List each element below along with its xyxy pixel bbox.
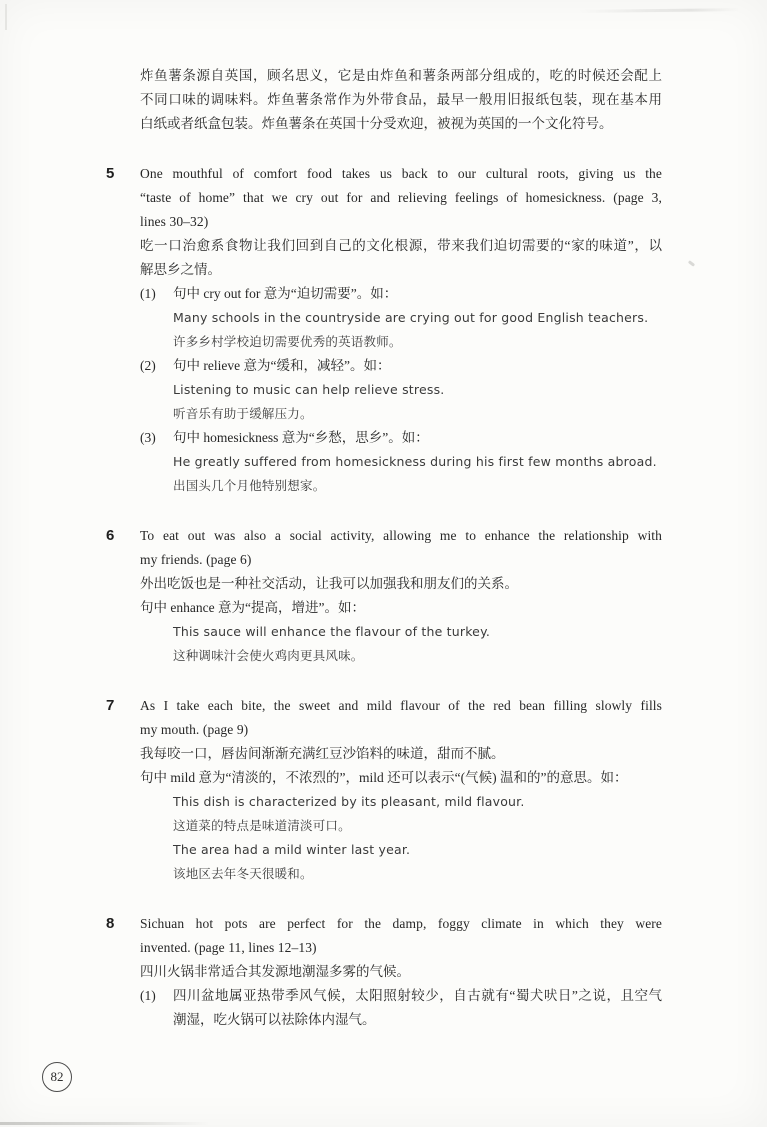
subitem-body <box>173 984 662 1032</box>
subitem-3 <box>140 426 662 498</box>
example-chinese: 许多乡村学校迫切需要优秀的英语教师。 <box>173 334 402 349</box>
item-body <box>140 162 662 498</box>
example-chinese: 出国头几个月他特别想家。 <box>173 478 326 493</box>
example-chinese: 这道菜的特点是味道清淡可口。 <box>173 818 351 833</box>
example-chinese: 该地区去年冬天很暖和。 <box>173 866 313 881</box>
subitem-1 <box>140 282 662 354</box>
chinese-line: 四川火锅非常适合其发源地潮湿多雾的气候。 <box>140 964 410 979</box>
chinese-line: 外出吃饭也是一种社交活动，让我可以加强我和朋友们的关系。 <box>140 576 518 591</box>
item-number-column <box>106 694 140 886</box>
subitem-note: 句中 homesickness 意为“乡愁，思乡”。如： <box>173 430 429 445</box>
subitem-body <box>173 426 662 498</box>
page-number: 82 <box>50 1069 64 1084</box>
intro-paragraph <box>140 64 662 136</box>
item-note: 句中 enhance 意为“提高，增进”。如： <box>140 600 365 615</box>
item-number-column <box>106 162 140 498</box>
subitem-body <box>173 354 662 426</box>
subitem-label: (1) <box>140 286 156 301</box>
item-number: 6 <box>106 527 115 544</box>
item-number: 7 <box>106 697 115 714</box>
example-english: Listening to music can help relieve stress. <box>173 382 445 397</box>
example-english: Many schools in the countryside are crying out for good English teachers. <box>173 310 649 325</box>
subitem-1 <box>140 984 662 1032</box>
english-line: my mouth. (page 9) <box>140 722 249 737</box>
scan-artifact <box>5 4 7 30</box>
example-chinese: 这种调味汁会使火鸡肉更具风味。 <box>173 648 364 663</box>
subitem-2 <box>140 354 662 426</box>
item-7 <box>106 694 662 886</box>
english-line: One mouthful of comfort food takes us back to our cultural roots, giving us the <box>140 166 662 181</box>
example-english: He greatly suffered from homesickness during his first few months abroad. <box>173 454 657 469</box>
example-english: This sauce will enhance the flavour of the turkey. <box>173 624 491 639</box>
example-chinese: 听音乐有助于缓解压力。 <box>173 406 313 421</box>
item-number-column <box>106 524 140 668</box>
subitem-label: (3) <box>140 430 156 445</box>
english-line: my friends. (page 6) <box>140 552 252 567</box>
english-line: Sichuan hot pots are perfect for the damp, foggy climate in which they were <box>140 916 662 931</box>
subitem-note: 句中 relieve 意为“缓和，减轻”。如： <box>173 358 391 373</box>
intro-line: 炸鱼薯条源自英国，顾名思义，它是由炸鱼和薯条两部分组成的，吃的时候还会配上 <box>140 68 662 83</box>
item-5 <box>106 162 662 498</box>
chinese-line: 我每咬一口，唇齿间渐渐充满红豆沙馅料的味道，甜而不腻。 <box>140 746 505 761</box>
item-8 <box>106 912 662 1032</box>
english-line: As I take each bite, the sweet and mild flavour of the red bean filling slowly fills <box>140 698 662 713</box>
page-number-badge <box>42 1062 72 1092</box>
item-number-column <box>106 912 140 1032</box>
subitem-note: 句中 cry out for 意为“迫切需要”。如： <box>173 286 398 301</box>
subitem-line: 潮湿，吃火锅可以祛除体内湿气。 <box>173 1012 376 1027</box>
chinese-line: 解思乡之情。 <box>140 262 221 277</box>
item-6 <box>106 524 662 668</box>
scan-artifact <box>0 1122 210 1125</box>
scan-artifact <box>579 8 739 13</box>
subitem-label: (1) <box>140 988 156 1003</box>
scan-artifact <box>688 260 695 267</box>
page-content <box>106 64 662 1032</box>
item-number: 5 <box>106 165 115 182</box>
example-english: The area had a mild winter last year. <box>173 842 411 857</box>
chinese-line: 吃一口治愈系食物让我们回到自己的文化根源，带来我们迫切需要的“家的味道”，以 <box>140 238 662 253</box>
item-body <box>140 694 662 886</box>
english-line: “taste of home” that we cry out for and relieving feelings of homesickness. (page 3, <box>140 190 662 205</box>
english-line: lines 30–32) <box>140 214 209 229</box>
intro-line: 不同口味的调味料。炸鱼薯条常作为外带食品，最早一般用旧报纸包装，现在基本用 <box>140 92 662 107</box>
subitem-body <box>173 282 662 354</box>
english-line: To eat out was also a social activity, allowing me to enhance the relationship with <box>140 528 662 543</box>
subitem-label: (2) <box>140 358 156 373</box>
item-number: 8 <box>106 915 115 932</box>
subitem-line: 四川盆地属亚热带季风气候，太阳照射较少，自古就有“蜀犬吠日”之说，且空气 <box>173 988 662 1003</box>
intro-line: 白纸或者纸盒包装。炸鱼薯条在英国十分受欢迎，被视为英国的一个文化符号。 <box>140 116 613 131</box>
item-note: 句中 mild 意为“清淡的，不浓烈的”，mild 还可以表示“(气候) 温和的”的意思。如： <box>140 770 628 785</box>
item-body <box>140 524 662 668</box>
example-english: This dish is characterized by its pleasant, mild flavour. <box>173 794 525 809</box>
english-line: invented. (page 11, lines 12–13) <box>140 940 317 955</box>
item-body <box>140 912 662 1032</box>
